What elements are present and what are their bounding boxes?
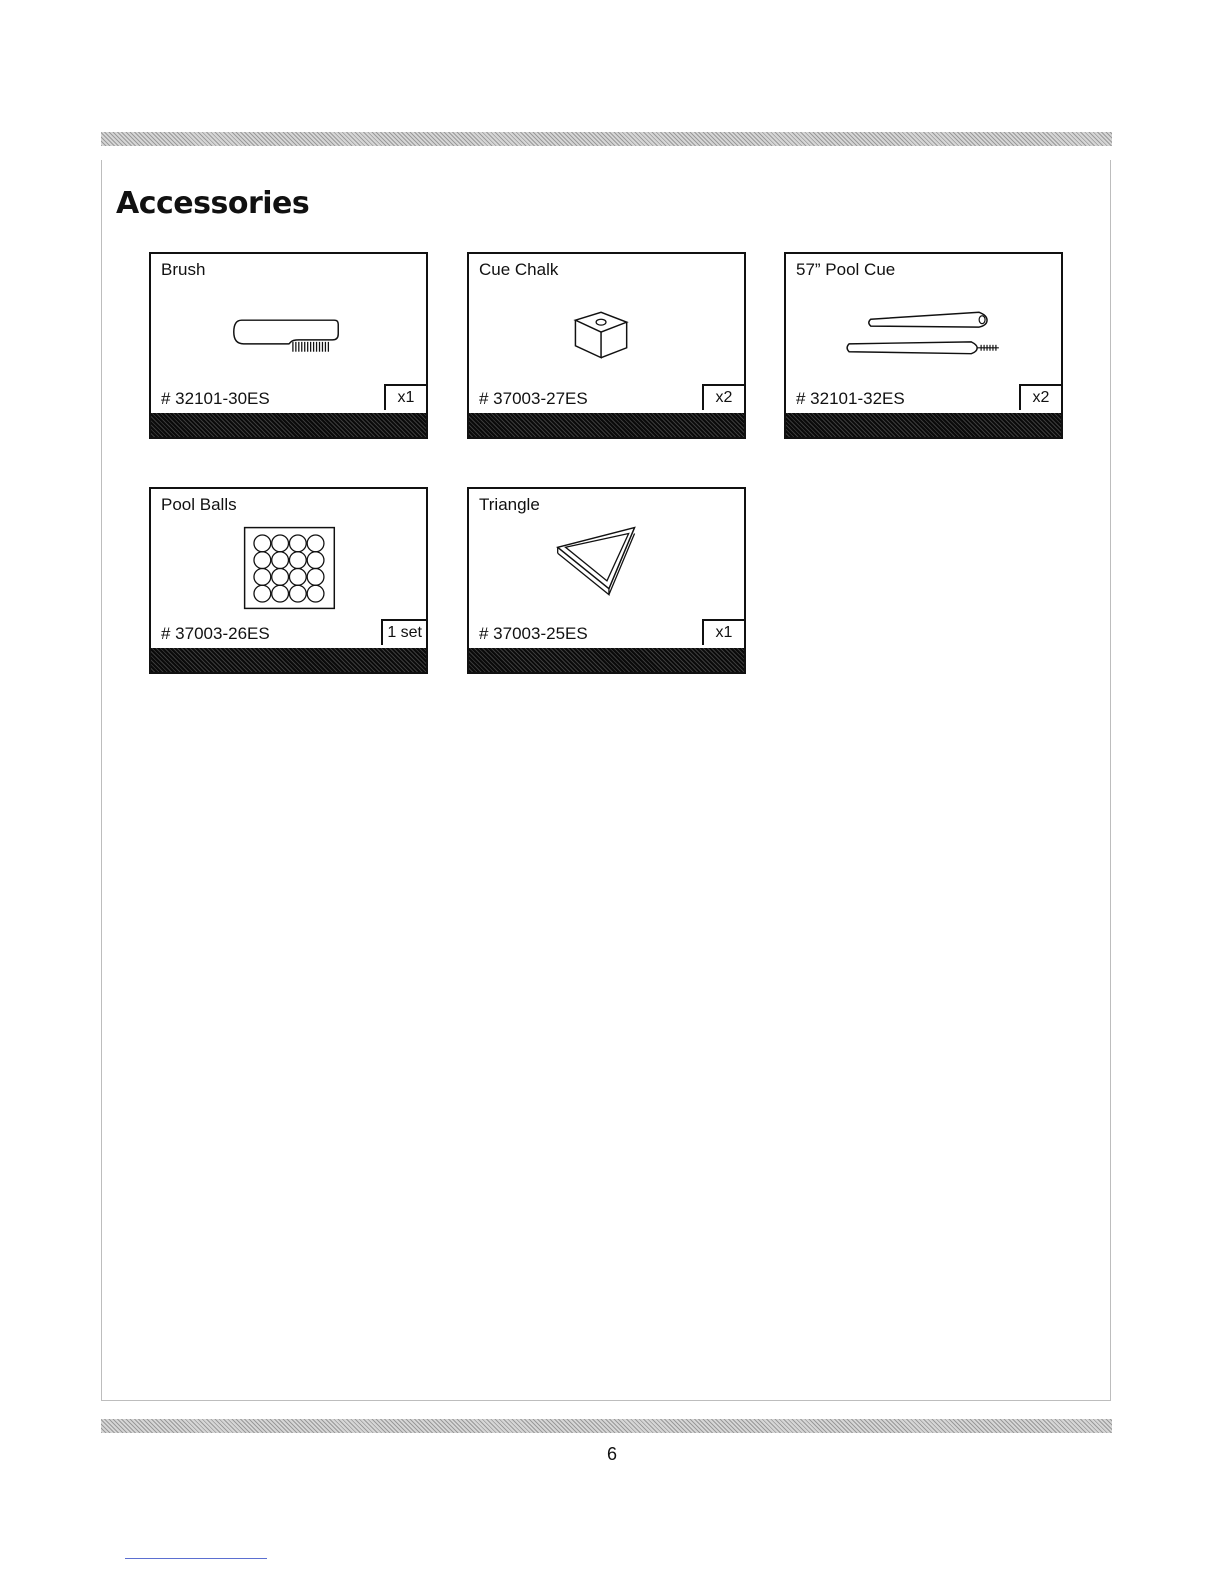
pool-balls-icon [151, 517, 422, 619]
part-number: # 32101-32ES [796, 389, 905, 408]
card-footer-bar [469, 648, 744, 672]
item-name: Cue Chalk [479, 260, 559, 279]
quantity-badge: 1 set [381, 619, 426, 645]
page-number: 6 [606, 1444, 617, 1464]
footer-rule [125, 1558, 267, 1559]
card-footer-bar [151, 413, 426, 437]
item-name: Triangle [479, 495, 540, 514]
footer-band [101, 1419, 1112, 1433]
accessory-card-cue-chalk [467, 252, 746, 439]
item-name: Pool Balls [161, 495, 237, 514]
accessory-card-brush [149, 252, 428, 439]
page-title: Accessories [116, 186, 310, 221]
part-number: # 32101-30ES [161, 389, 270, 408]
item-name: Brush [161, 260, 206, 279]
triangle-rack-icon [469, 517, 740, 619]
quantity-badge: x2 [702, 384, 744, 410]
part-number: # 37003-25ES [479, 624, 588, 643]
item-name: 57” Pool Cue [796, 260, 896, 279]
part-number: # 37003-26ES [161, 624, 270, 643]
quantity-badge: x1 [384, 384, 426, 410]
accessory-card-pool-balls [149, 487, 428, 674]
pool-cue-icon [786, 282, 1057, 384]
accessory-card-triangle [467, 487, 746, 674]
card-footer-bar [151, 648, 426, 672]
part-number: # 37003-27ES [479, 389, 588, 408]
card-footer-bar [469, 413, 744, 437]
quantity-badge: x2 [1019, 384, 1061, 410]
quantity-badge: x1 [702, 619, 744, 645]
header-band [101, 132, 1112, 146]
cue-chalk-icon [469, 282, 740, 384]
brush-icon [151, 282, 422, 384]
card-footer-bar [786, 413, 1061, 437]
accessory-card-pool-cue [784, 252, 1063, 439]
